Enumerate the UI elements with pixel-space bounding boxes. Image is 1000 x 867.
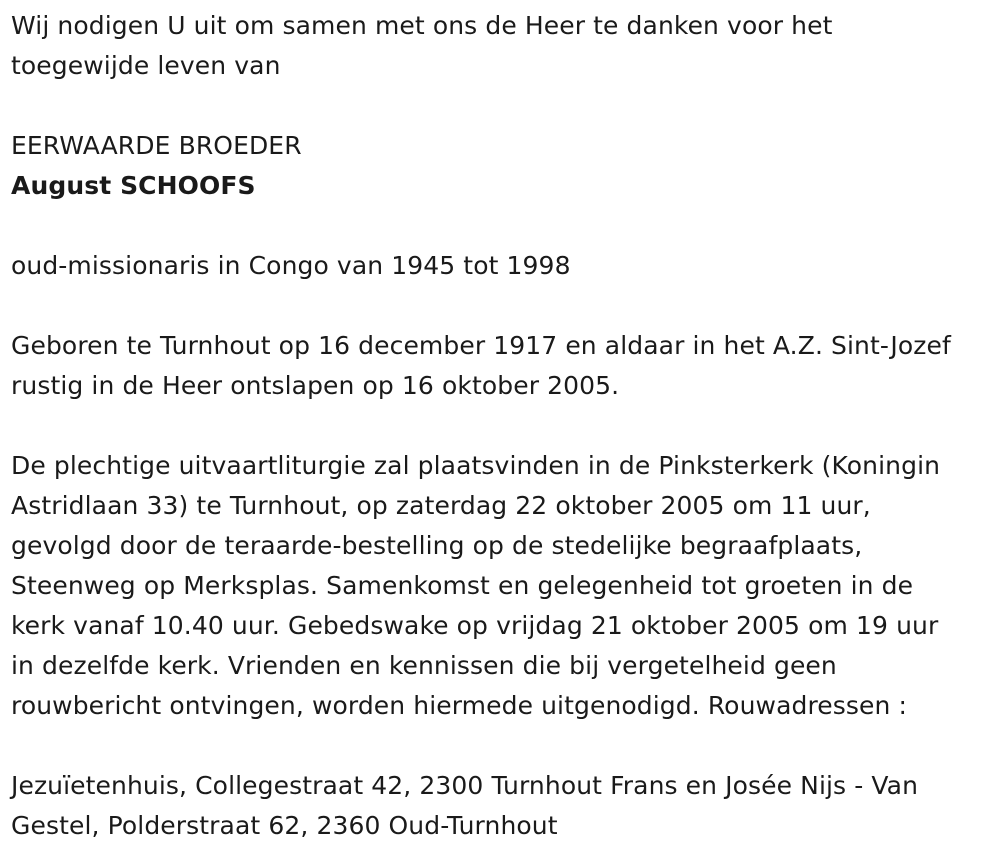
addresses-line-1: Jezuïetenhuis, Collegestraat 42, 2300 Turnhout Frans en Josée Nijs - Van	[11, 771, 919, 800]
funeral-line: gevolgd door de teraarde-bestelling op de stedelijke begraafplaats,	[11, 531, 863, 560]
funeral-line: Steenweg op Merksplas. Samenkomst en gelegenheid tot groeten in de	[11, 571, 914, 600]
addresses-line-2: Gestel, Polderstraat 62, 2360 Oud-Turnhout	[11, 811, 558, 840]
intro-line-2: toegewijde leven van	[11, 51, 281, 80]
funeral-line: in dezelfde kerk. Vrienden en kennissen die bij vergetelheid geen	[11, 651, 837, 680]
funeral-line: Astridlaan 33) te Turnhout, op zaterdag 22 oktober 2005 om 11 uur,	[11, 491, 871, 520]
mission-paragraph	[11, 246, 1000, 286]
birth-death-line-1: Geboren te Turnhout op 16 december 1917 en aldaar in het A.Z. Sint-Jozef	[11, 331, 951, 360]
intro-line-1: Wij nodigen U uit om samen met ons de Heer te danken voor het	[11, 11, 833, 40]
addresses-paragraph	[11, 766, 1000, 846]
funeral-line: kerk vanaf 10.40 uur. Gebedswake op vrijdag 21 oktober 2005 om 19 uur	[11, 611, 939, 640]
person-title: EERWAARDE BROEDER	[11, 131, 302, 160]
mission-line: oud-missionaris in Congo van 1945 tot 1998	[11, 251, 571, 280]
intro-paragraph	[11, 6, 1000, 86]
funeral-line: rouwbericht ontvingen, worden hiermede uitgenodigd. Rouwadressen :	[11, 691, 908, 720]
birth-death-paragraph	[11, 326, 1000, 406]
birth-death-line-2: rustig in de Heer ontslapen op 16 oktober 2005.	[11, 371, 620, 400]
funeral-line: De plechtige uitvaartliturgie zal plaatsvinden in de Pinksterkerk (Koningin	[11, 451, 941, 480]
person-block	[11, 126, 1000, 206]
funeral-paragraph	[11, 446, 1000, 726]
person-name: August SCHOOFS	[11, 171, 256, 200]
